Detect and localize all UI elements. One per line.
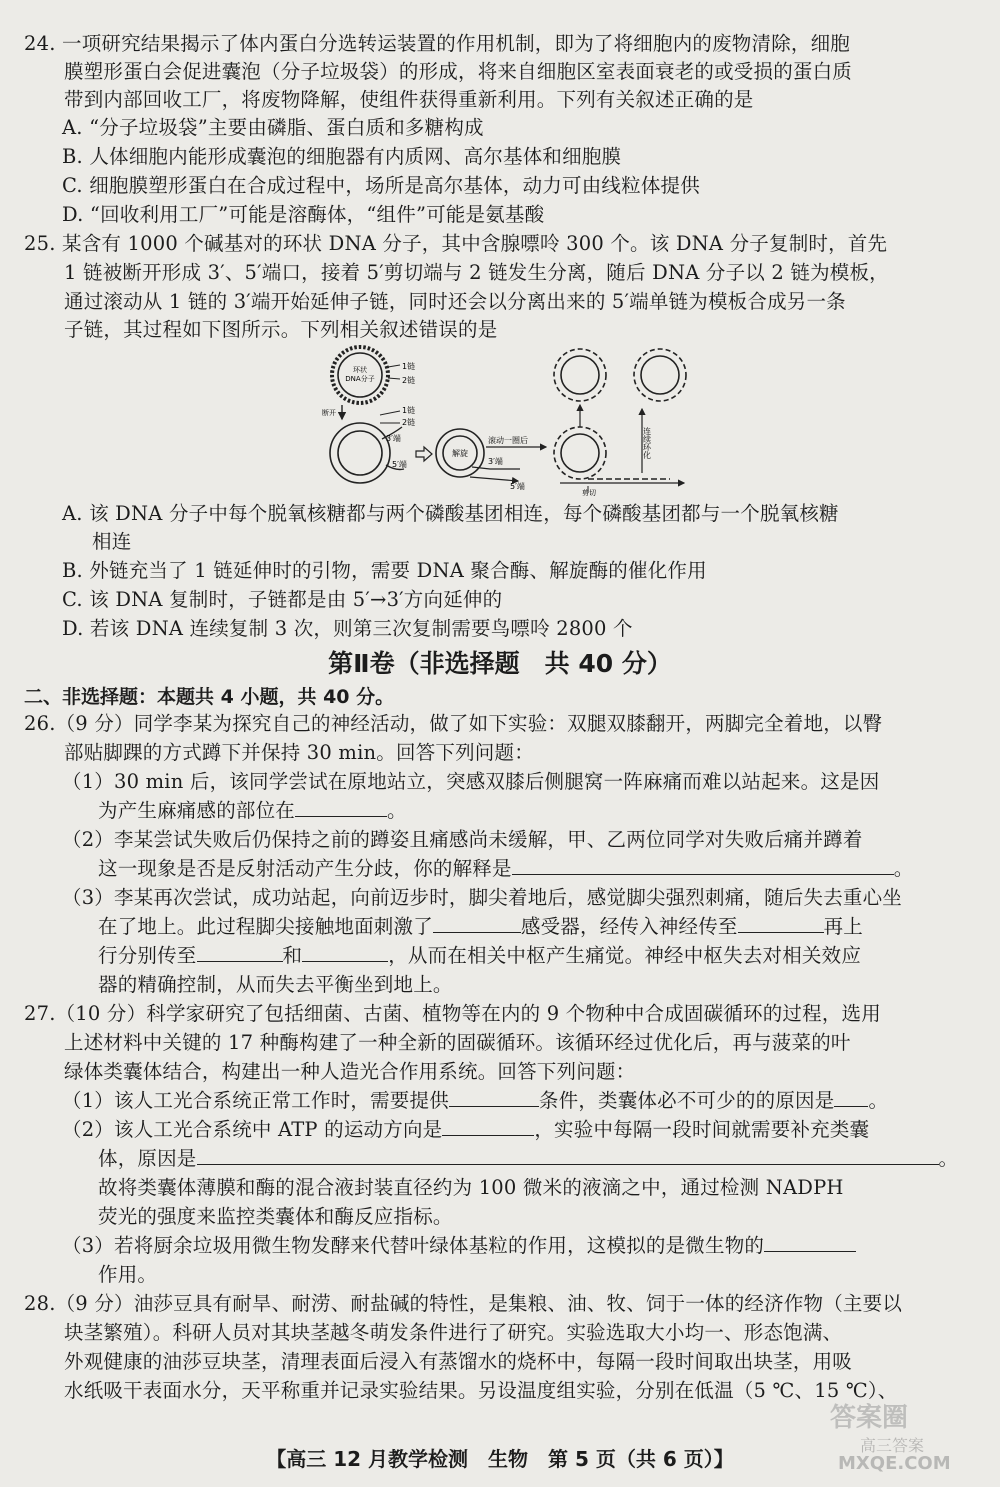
q27-part-1-mid: 条件，类囊体必不可少的的原因是 [538, 1089, 835, 1112]
end-5b-label: 5′端 [510, 482, 525, 491]
q24-option-c: C. 细胞膜塑形蛋白在合成过程中，场所是高尔基体，动力可由线粒体提供 [62, 174, 700, 197]
q27-part-3-prefix: （3）若将厨余垃圾用微生物发酵来代替叶绿体基粒的作用，这模拟的是微生物的 [62, 1234, 765, 1257]
q27-part-2-line-4: 荧光的强度来监控类囊体和酶反应指标。 [98, 1205, 453, 1228]
q27-answer-blank-4[interactable] [197, 1146, 939, 1165]
q25-option-b: B. 外链充当了 1 链延伸时的引物，需要 DNA 聚合酶、解旋酶的催化作用 [62, 559, 707, 582]
circular-dna-right-top [554, 349, 686, 401]
q28-stem-line-2: 块茎繁殖）。科研人员对其块茎越冬萌发条件进行了研究。实验选取大小均一、形态饱满、 [64, 1321, 843, 1344]
q27-stem-line-1: 27.（10 分）科学家研究了包括细菌、古菌、植物等在内的 9 个物种中合成固碳循环的过程，选用 [24, 1002, 881, 1025]
continuous-label: 连续环化 [642, 427, 652, 459]
q25-option-c: C. 该 DNA 复制时，子链都是由 5′→3′方向延伸的 [62, 588, 503, 611]
strand-2-label: 2链 [402, 376, 416, 385]
strand-2b-label: 2链 [402, 418, 416, 427]
q27-part-2-line-1 [62, 1116, 869, 1144]
page-footer: 【高三 12 月教学检测 生物 第 5 页（共 6 页）】 [266, 1447, 734, 1471]
q25-stem-line-3: 通过滚动从 1 链的 3′端开始延伸子链，同时还会以分离出来的 5′端单链为模板合成另一条 [64, 290, 846, 313]
q26-part-2-line-2 [98, 855, 913, 883]
q27-answer-blank-2[interactable] [834, 1088, 868, 1107]
q25-stem-line-1: 25. 某含有 1000 个碱基对的环状 DNA 分子，其中含腺嘌呤 300 个。该 DNA 分子复制时，首先 [24, 232, 888, 255]
q24-stem-line-1: 24. 一项研究结果揭示了体内蛋白分选转运装置的作用机制，即为了将细胞内的废物清除，细胞 [24, 32, 851, 55]
rolling-circle-replication-figure [320, 343, 690, 498]
q27-part-2b-suffix: 。 [938, 1147, 959, 1170]
q26-part-3-line-2 [98, 913, 863, 941]
strand-1-label: 1链 [402, 362, 416, 371]
q25-stem-line-4: 子链，其过程如下图所示。下列相关叙述错误的是 [64, 318, 498, 341]
q27-part-1-prefix: （1）该人工光合系统正常工作时，需要提供 [62, 1089, 449, 1112]
ring-label-2: DNA分子 [345, 375, 375, 383]
process-arrow-1 [416, 447, 432, 461]
watermark-line-2: 高三答案 [860, 1436, 925, 1455]
q27-answer-blank-3[interactable] [442, 1117, 534, 1136]
q27-stem-line-3: 绿体类囊体结合，构建出一种人造光合作用系统。回答下列问题： [64, 1060, 636, 1083]
rolling-label: 滚动一圈后 [488, 436, 528, 445]
q26-part-2-line-1: （2）李某尝试失败后仍保持之前的蹲姿且痛感尚未缓解，甲、乙两位同学对失败后痛并蹲着 [62, 828, 863, 851]
q24-stem-line-3: 带到内部回收工厂，将废物降解，使组件获得重新利用。下列有关叙述正确的是 [64, 88, 754, 111]
q27-answer-blank-5[interactable] [764, 1233, 856, 1252]
cut-label: 断开 [322, 409, 336, 417]
section-title: 第Ⅱ卷（非选择题 共 40 分） [328, 649, 672, 678]
q24-option-a: A. “分子垃圾袋”主要由磷脂、蛋白质和多糖构成 [62, 116, 484, 139]
q26-part-3-line-1: （3）李某再次尝试，成功站起，向前迈步时，脚尖着地后，感觉脚尖强烈刺痛，随后失去重心坐 [62, 886, 903, 909]
q26-part-1-prefix: 为产生麻痛感的部位在 [98, 799, 296, 822]
q26-part-3-mid: 感受器，经传入神经传至 [520, 915, 738, 938]
q26-part-3c-suffix: ，从而在相关中枢产生痛觉。神经中枢失去对相关效应 [388, 944, 862, 967]
q24-option-d: D. “回收利用工厂”可能是溶酶体，“组件”可能是氨基酸 [62, 203, 545, 226]
section-heading: 二、非选择题：本题共 4 小题，共 40 分。 [24, 686, 395, 708]
q26-part-1-line-2 [98, 797, 407, 825]
q26-answer-blank-4[interactable] [738, 914, 824, 933]
q26-part-3-line-3 [98, 942, 861, 970]
circular-dna-opened [330, 405, 415, 483]
q26-part-1-line-1: （1）30 min 后，该同学尝试在原地站立，突感双膝后侧腿窝一阵麻痛而难以站起来。这是因 [62, 770, 880, 793]
circular-dna-right-bottom [554, 427, 684, 497]
q27-answer-blank-1[interactable] [449, 1088, 539, 1107]
q24-option-b: B. 人体细胞内能形成囊泡的细胞器有内质网、高尔基体和细胞膜 [62, 145, 622, 168]
q28-stem-line-3: 外观健康的油莎豆块茎，清理表面后浸入有蒸馏水的烧杯中，每隔一段时间取出块茎，用吸 [64, 1350, 853, 1373]
q27-part-1-suffix: 。 [868, 1089, 889, 1112]
watermark-line-3: MXQE.COM [838, 1453, 951, 1474]
q27-part-3-line-1 [62, 1232, 856, 1260]
q25-stem-line-2: 1 链被断开形成 3′、5′端口，接着 5′剪切端与 2 链发生分离，随后 DNA 分子以 2 链为模板， [64, 261, 889, 284]
ring-label-1: 环状 [353, 366, 367, 374]
shear-label: 剪切 [582, 489, 596, 497]
q26-part-3c-mid: 和 [282, 944, 303, 967]
q26-part-2-suffix: 。 [893, 857, 914, 880]
q26-answer-blank-3[interactable] [433, 914, 521, 933]
q26-answer-blank-6[interactable] [302, 943, 388, 962]
q27-part-2-line-2 [98, 1145, 958, 1173]
q27-stem-line-2: 上述材料中关键的 17 种酶构建了一种全新的固碳循环。该循环经过优化后，再与菠菜的叶 [64, 1031, 851, 1054]
q26-answer-blank-1[interactable] [295, 798, 387, 817]
q26-stem-line-1: 26.（9 分）同学李某为探究自己的神经活动，做了如下实验：双腿双膝翻开，两脚完全着地，以臀 [24, 712, 883, 735]
end-5-label: 5′端 [392, 460, 407, 469]
end-3b-label: 3′端 [488, 457, 503, 466]
circular-dna-top-left [332, 347, 415, 403]
q26-part-3c-prefix: 行分别传至 [98, 944, 197, 967]
q25-option-a-line-2: 相连 [92, 530, 132, 553]
q24-stem-line-2: 膜塑形蛋白会促进囊泡（分子垃圾袋）的形成，将来自细胞区室表面衰老的或受损的蛋白质 [64, 60, 853, 83]
q27-part-3-line-2: 作用。 [98, 1263, 158, 1286]
q28-stem-line-4: 水纸吸干表面水分，天平称重并记录实验结果。另设温度组实验，分别在低温（5 ℃、15 ℃）、 [64, 1379, 898, 1402]
q27-part-2-suffix: ，实验中每隔一段时间就需要补充类囊 [534, 1118, 870, 1141]
strand-1b-label: 1链 [402, 406, 416, 415]
q26-part-1-suffix: 。 [387, 799, 407, 822]
q27-part-2b-prefix: 体，原因是 [98, 1147, 197, 1170]
q28-stem-line-1: 28.（9 分）油莎豆具有耐旱、耐涝、耐盐碱的特性，是集粮、油、牧、饲于一体的经济作物（主要以 [24, 1292, 903, 1315]
q26-part-3-prefix: 在了地上。此过程脚尖接触地面刺激了 [98, 915, 433, 938]
q26-answer-blank-2[interactable] [512, 856, 894, 875]
q25-option-a-line-1: A. 该 DNA 分子中每个脱氧核糖都与两个磷酸基团相连，每个磷酸基团都与一个脱氧核糖 [62, 502, 839, 525]
watermark-logo [820, 1395, 990, 1480]
q26-part-3-tail: 再上 [823, 915, 864, 938]
center-label: 解旋 [452, 449, 468, 458]
end-3-label: 3′端 [386, 434, 401, 443]
q26-stem-line-2: 部贴脚踝的方式蹲下并保持 30 min。回答下列问题： [64, 741, 534, 764]
q27-part-2-prefix: （2）该人工光合系统中 ATP 的运动方向是 [62, 1118, 443, 1141]
q26-answer-blank-5[interactable] [197, 943, 283, 962]
q26-part-2-prefix: 这一现象是否是反射活动产生分歧，你的解释是 [98, 857, 512, 880]
q25-option-d: D. 若该 DNA 连续复制 3 次，则第三次复制需要鸟嘌呤 2800 个 [62, 617, 633, 640]
q27-part-1-line [62, 1087, 888, 1115]
watermark-line-1: 答案圈 [830, 1403, 909, 1433]
q27-part-2-line-3: 故将类囊体薄膜和酶的混合液封装直径约为 100 微米的液滴之中，通过检测 NADPH [98, 1176, 844, 1199]
q26-part-3-line-4: 器的精确控制，从而失去平衡坐到地上。 [98, 973, 453, 996]
